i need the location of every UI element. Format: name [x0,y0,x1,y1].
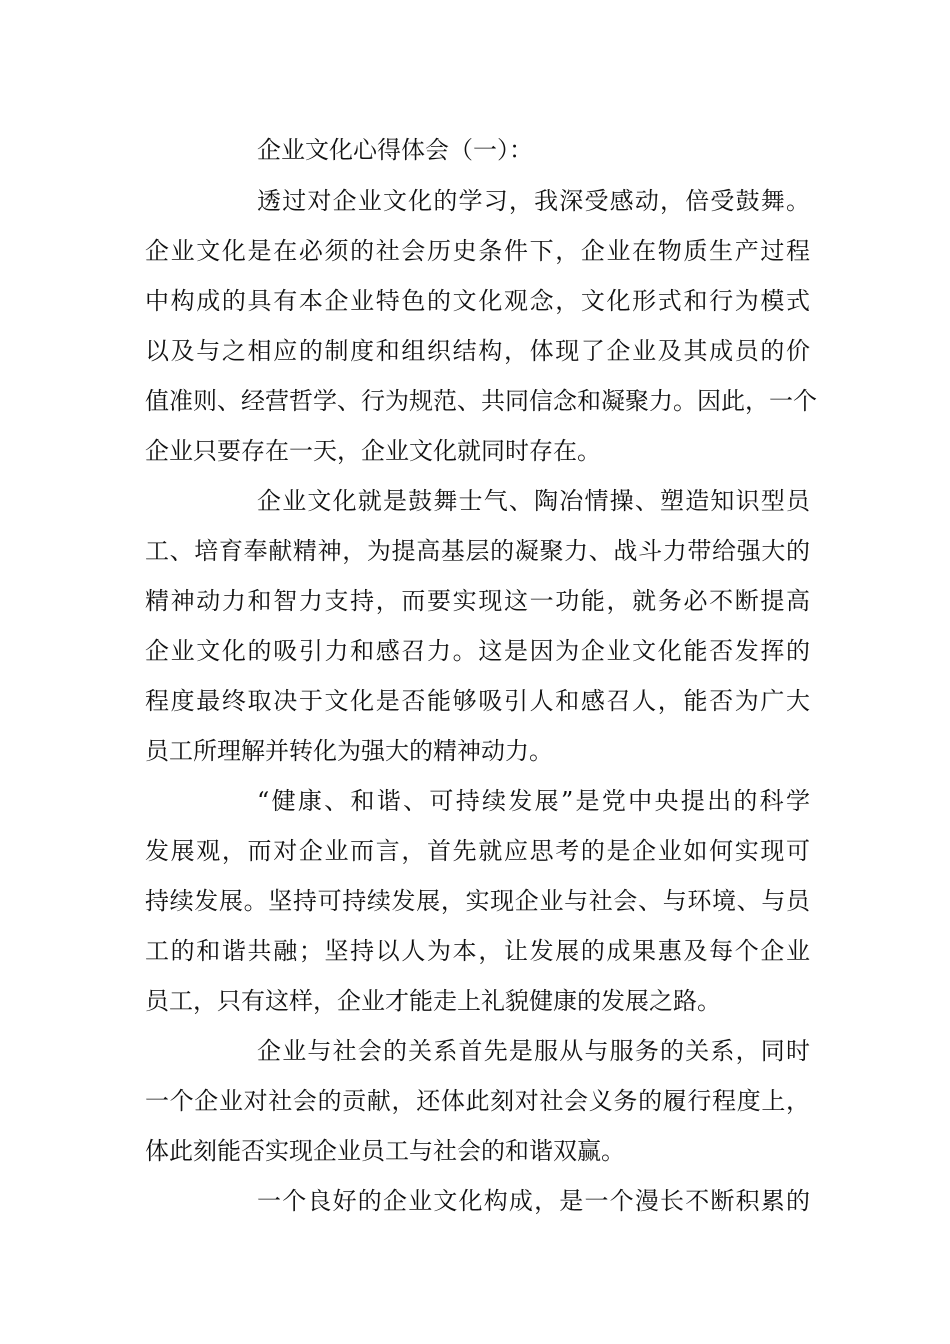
paragraph-line: 持续发展。坚持可持续发展，实现企业与社会、与环境、与员 [145,887,810,915]
paragraph-line: 企业文化就是鼓舞士气、陶冶情操、塑造知识型员 [257,487,810,515]
document-title: 企业文化心得体会（一）： [257,136,533,164]
paragraph-line: 程度最终取决于文化是否能够吸引人和感召人，能否为广大 [145,687,810,715]
paragraph-line: 员工，只有这样，企业才能走上礼貌健康的发展之路。 [145,987,721,1015]
paragraph-line: 透过对企业文化的学习，我深受感动，倍受鼓舞。 [257,187,810,215]
paragraph-line: 企业文化是在必须的社会历史条件下，企业在物质生产过程 [145,237,810,265]
paragraph-line: 中构成的具有本企业特色的文化观念，文化形式和行为模式 [145,287,810,315]
paragraph-line: 一个企业对社会的贡献，还体此刻对社会义务的履行程度上， [145,1087,810,1115]
paragraph-line: 员工所理解并转化为强大的精神动力。 [145,737,553,765]
paragraph-line: 精神动力和智力支持，而要实现这一功能，就务必不断提高 [145,587,810,615]
paragraph-line: 一个良好的企业文化构成，是一个漫长不断积累的 [257,1187,810,1215]
paragraph-line: 企业文化的吸引力和感召力。这是因为企业文化能否发挥的 [145,637,810,665]
paragraph-line: 体此刻能否实现企业员工与社会的和谐双赢。 [145,1137,625,1165]
paragraph-line: 以及与之相应的制度和组织结构，体现了企业及其成员的价 [145,337,810,365]
paragraph-line: 工的和谐共融；坚持以人为本，让发展的成果惠及每个企业 [145,937,810,965]
paragraph-line: 工、培育奉献精神，为提高基层的凝聚力、战斗力带给强大的 [145,537,810,565]
paragraph-line: 企业只要存在一天，企业文化就同时存在。 [145,437,601,465]
paragraph-line: 发展观，而对企业而言，首先就应思考的是企业如何实现可 [145,837,810,865]
paragraph-line: “健康、和谐、可持续发展”是党中央提出的科学 [257,787,810,815]
paragraph-line: 企业与社会的关系首先是服从与服务的关系，同时 [257,1037,810,1065]
paragraph-line: 值准则、经营哲学、行为规范、共同信念和凝聚力。因此，一个 [145,387,817,415]
